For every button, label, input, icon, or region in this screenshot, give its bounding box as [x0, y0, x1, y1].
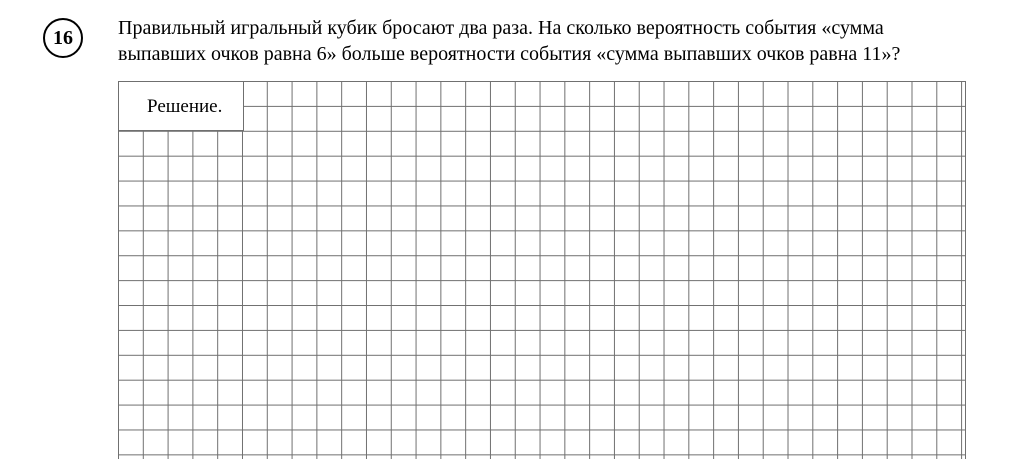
- task-number-badge: [43, 18, 83, 58]
- task-statement-line-2: выпавших очков равна 6» больше вероятности события «сумма выпавших очков равна 11»?: [118, 43, 901, 65]
- solution-label: Решение.: [147, 96, 223, 117]
- solution-label-box: [118, 81, 244, 131]
- answer-grid[interactable]: [118, 81, 966, 459]
- task-statement-line-1: Правильный игральный кубик бросают два раза. На сколько вероятность события «сумма: [118, 17, 884, 39]
- task-statement: [118, 15, 978, 67]
- task-number: 16: [53, 26, 73, 49]
